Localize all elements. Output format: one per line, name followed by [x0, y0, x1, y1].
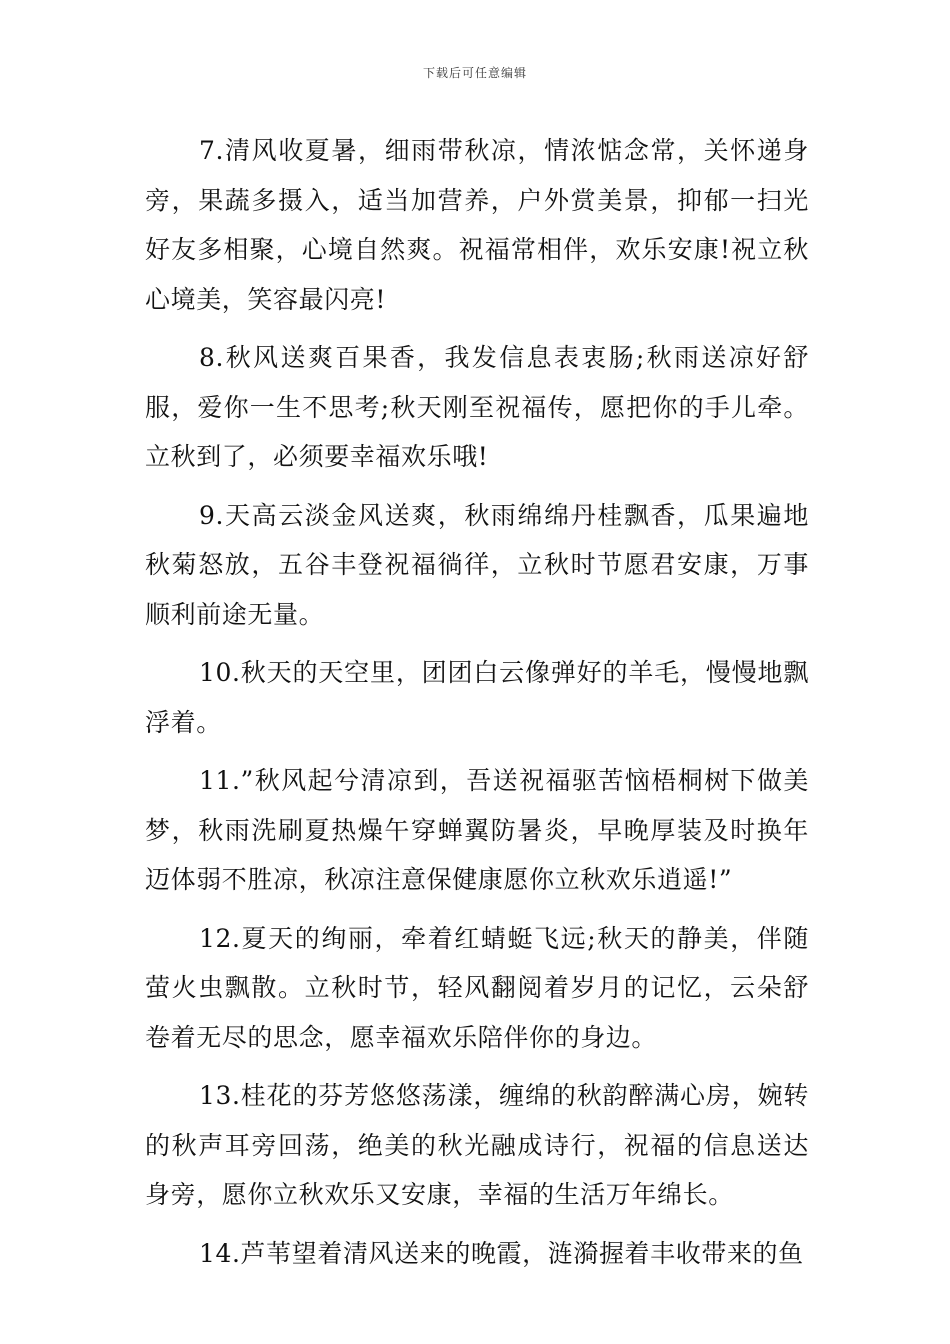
paragraph-13: 13.桂花的芬芳悠悠荡漾，缠绵的秋韵醉满心房，婉转的秋声耳旁回荡，绝美的秋光融成诗行，祝福的信息送达身旁，愿你立秋欢乐又安康，幸福的生活万年绵长。	[145, 1081, 809, 1209]
paragraph-12: 12.夏天的绚丽，牵着红蜻蜓飞远;秋天的静美，伴随萤火虫飘散。立秋时节，轻风翻阅着岁月的记忆，云朵舒卷着无尽的思念，愿幸福欢乐陪伴你的身边。	[145, 923, 809, 1052]
page-header-note: 下载后可任意编辑	[422, 66, 527, 80]
paragraph-8: 8.秋风送爽百果香，我发信息表衷肠;秋雨送凉好舒服，爱你一生不思考;秋天刚至祝福传，愿把你的手儿牵。立秋到了，必须要幸福欢乐哦!	[145, 343, 809, 471]
paragraph-9: 9.天高云淡金风送爽，秋雨绵绵丹桂飘香，瓜果遍地秋菊怒放，五谷丰登祝福徜徉，立秋时节愿君安康，万事顺利前途无量。	[145, 500, 809, 629]
paragraph-14: 14.芦苇望着清风送来的晚霞，涟漪握着丰收带来的鱼	[199, 1238, 804, 1268]
paragraph-7: 7.清风收夏暑，细雨带秋凉，情浓惦念常，关怀递身旁，果蔬多摄入，适当加营养，户外赏美景，抑郁一扫光好友多相聚，心境自然爽。祝福常相伴，欢乐安康!祝立秋心境美，笑容最闪亮!	[145, 136, 809, 314]
paragraph-11: 11.”秋风起兮清凉到，吾送祝福驱苦恼梧桐树下做美梦，秋雨洗刷夏热燥午穿蝉翼防暑炎，早晚厚装及时换年迈体弱不胜凉，秋凉注意保健康愿你立秋欢乐逍遥!”	[145, 766, 809, 894]
paragraph-10: 10.秋天的天空里，团团白云像弹好的羊毛，慢慢地飘浮着。	[145, 658, 809, 737]
document-body	[145, 126, 809, 1287]
